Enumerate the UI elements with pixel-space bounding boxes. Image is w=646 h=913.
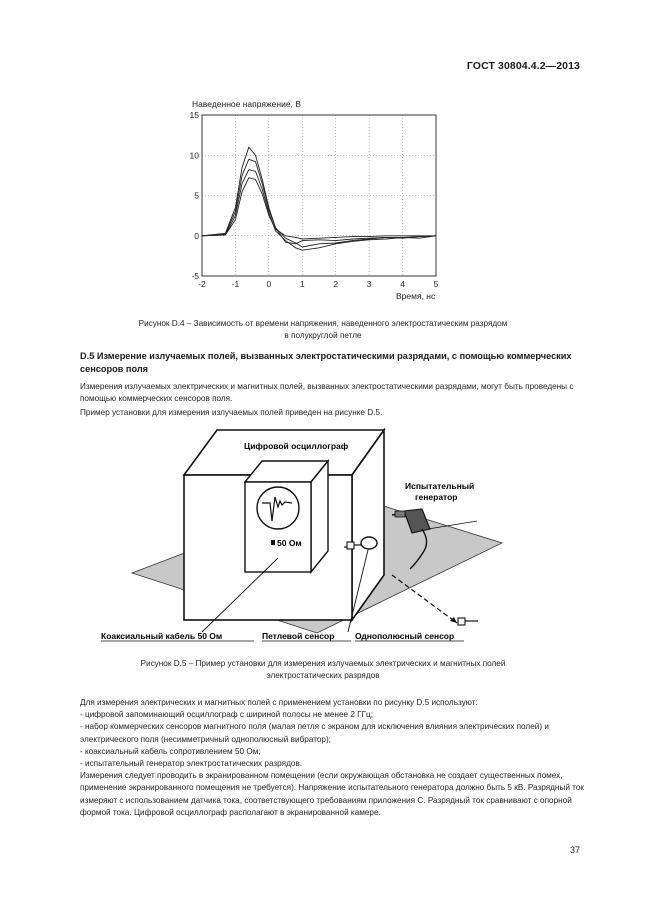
label-oscilloscope: Цифровой осциллограф bbox=[244, 441, 349, 451]
document-header: ГОСТ 30804.4.2—2013 bbox=[466, 60, 580, 72]
figure-d5-caption bbox=[0, 658, 646, 682]
x-tick-label: 1 bbox=[299, 279, 305, 289]
x-axis-label: Время, нс bbox=[396, 291, 436, 301]
series-line-2 bbox=[202, 159, 436, 247]
label-generator-line2: генератор bbox=[415, 492, 458, 502]
figure-d5-diagram bbox=[92, 425, 512, 650]
termination-mark bbox=[271, 540, 275, 545]
x-tick-label: 5 bbox=[433, 279, 439, 289]
y-tick-label: 15 bbox=[189, 110, 199, 120]
figure-d4-chart bbox=[170, 92, 460, 307]
label-coax-cable: Коаксиальный кабель 50 Ом bbox=[101, 631, 223, 641]
y-tick-label: 5 bbox=[194, 190, 199, 201]
section-d5-paragraph-2 bbox=[80, 407, 586, 419]
y-tick-label: -5 bbox=[191, 271, 199, 281]
list-item: - испытательный генератор электростатических разрядов. bbox=[80, 759, 303, 769]
y-axis-label: Наведенное напряжение, В bbox=[192, 99, 301, 109]
body-intro: Для измерения электрических и магнитных полей с применением установки по рисунку D.5 используют: bbox=[80, 698, 478, 707]
x-tick-label: -1 bbox=[231, 279, 240, 289]
list-item: - цифровой запоминающий осциллограф с шириной полосы не менее 2 ГГц; bbox=[80, 710, 373, 720]
figure-d5-caption-line2: электростатических разрядов bbox=[266, 671, 380, 680]
x-tick-label: 4 bbox=[400, 279, 405, 289]
y-tick-label: 0 bbox=[194, 230, 199, 241]
body-final-paragraph: Измерения следует проводить в экранированном помещении (если окружающая обстановка не создает существенных помех, применение экранированного помещения не требуется). Напряжение испытательного генератора должно быть 5 кВ. Разрядный ток измеряют с использованием датчика тока, соответствующего требованиям приложения С. Разрядный ток сравнивают с опорной формой тока. Цифровой осциллограф располагают в экранированной камере. bbox=[80, 771, 584, 817]
label-50-ohm: 50 Ом bbox=[277, 538, 302, 548]
label-loop-sensor: Петлевой сенсор bbox=[262, 631, 335, 641]
loop-sensor bbox=[361, 537, 377, 549]
chart-series bbox=[202, 147, 436, 250]
section-d5-p2: Пример установки для измерения излучаемых полей приведен на рисунке D.5. bbox=[80, 408, 383, 417]
x-tick-labels bbox=[198, 279, 438, 289]
loop-sensor-connector bbox=[347, 542, 354, 549]
monopole-sensor-cable bbox=[392, 575, 457, 623]
section-d5-paragraph-1 bbox=[80, 381, 586, 405]
x-tick-label: 2 bbox=[333, 279, 339, 289]
body-list bbox=[80, 709, 586, 770]
x-tick-label: 0 bbox=[266, 279, 272, 289]
list-item: - набор коммерческих сенсоров магнитного поля (малая петля с экраном для исключения влияния электрических полей) и электрического поля (несимметричный однополюсный вибратор); bbox=[80, 722, 549, 744]
section-d5-p1: Измерения излучаемых электрических и магнитных полей, вызванных электростатическими разрядами, могут быть проведены с помощью коммерческих сенсоров поля. bbox=[80, 382, 574, 404]
body-text-block bbox=[80, 697, 586, 819]
figure-d5-caption-line1: Рисунок D.5 – Пример установки для измерения излучаемых электрических и магнитных полей bbox=[140, 659, 506, 668]
x-tick-label: -2 bbox=[198, 279, 206, 289]
x-tick-label: 3 bbox=[366, 279, 372, 289]
figure-d4-caption bbox=[0, 318, 646, 342]
figure-d4-caption-line1: Рисунок D.4 – Зависимость от времени напряжения, наведенного электростатическим разрядом bbox=[138, 319, 508, 328]
monopole-sensor-box bbox=[458, 618, 465, 625]
page-number: 37 bbox=[569, 845, 580, 855]
y-tick-label: 10 bbox=[189, 150, 199, 161]
list-item: - коаксиальный кабель сопротивлением 50 Ом; bbox=[80, 746, 261, 756]
section-d5-title: D.5 Измерение излучаемых полей, вызванных электростатическими разрядами, с помощью коммерческих сенсоров поля bbox=[80, 351, 572, 374]
figure-d4-caption-line2: в полукруглой петле bbox=[284, 331, 362, 340]
label-generator-line1: Испытательный bbox=[405, 481, 475, 491]
esd-generator-handle bbox=[395, 511, 405, 517]
label-monopole-sensor: Однополюсный сенсор bbox=[355, 631, 455, 641]
y-tick-labels bbox=[190, 110, 200, 281]
